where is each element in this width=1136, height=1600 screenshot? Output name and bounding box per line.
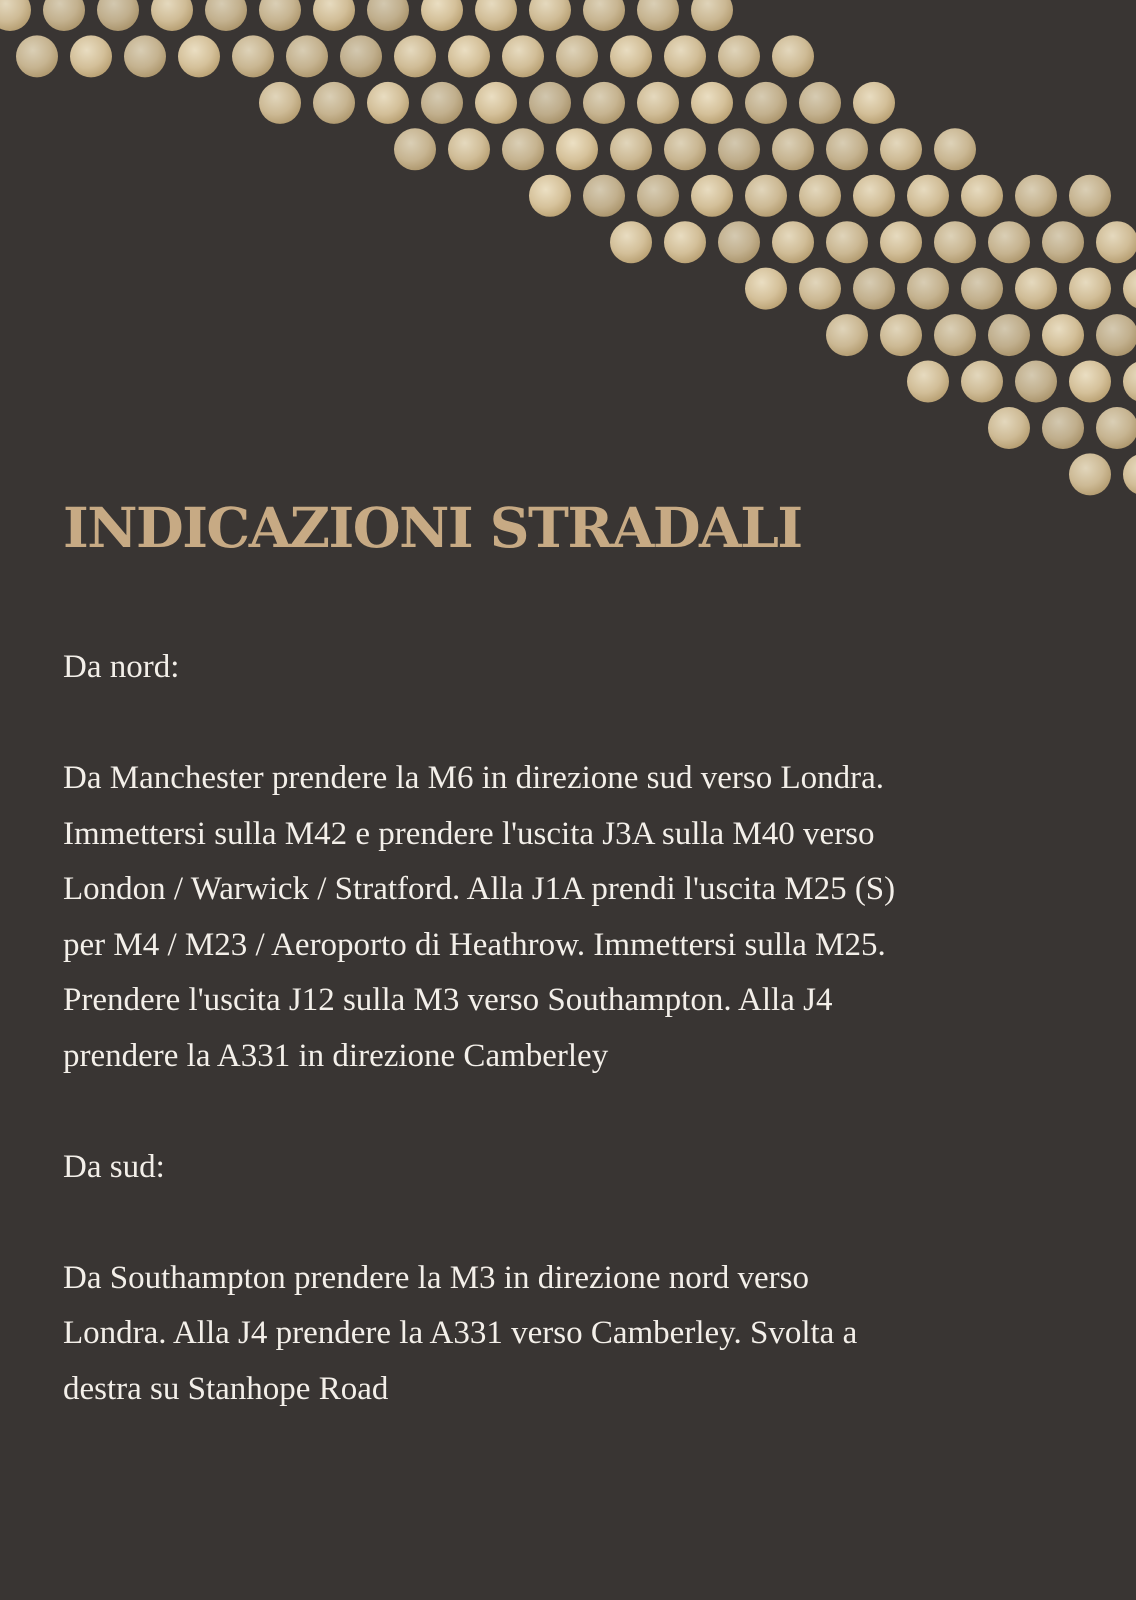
gold-dot <box>16 35 58 77</box>
gold-dot <box>448 35 490 77</box>
gold-dot <box>988 221 1030 263</box>
direction-line: Londra. Alla J4 prendere la A331 verso Camberley. Svolta a <box>63 1315 858 1351</box>
gold-dot <box>43 0 85 31</box>
gold-dot <box>907 175 949 217</box>
gold-dot <box>637 175 679 217</box>
gold-dot <box>1123 268 1136 310</box>
gold-dot <box>772 128 814 170</box>
gold-dot <box>1015 361 1057 403</box>
gold-dot <box>880 128 922 170</box>
gold-dot <box>610 221 652 263</box>
gold-dot <box>745 175 787 217</box>
gold-dot <box>205 0 247 31</box>
gold-dot <box>394 35 436 77</box>
gold-dot <box>880 314 922 356</box>
gold-dot <box>1015 175 1057 217</box>
gold-dot <box>448 128 490 170</box>
gold-dot <box>502 128 544 170</box>
gold-dot <box>529 82 571 124</box>
gold-dot <box>772 221 814 263</box>
gold-dot <box>907 268 949 310</box>
gold-dot <box>1042 221 1084 263</box>
gold-dot <box>1069 361 1111 403</box>
gold-dots-decoration <box>0 0 1136 560</box>
gold-dot <box>529 0 571 31</box>
gold-dot <box>610 35 652 77</box>
gold-dot <box>988 314 1030 356</box>
gold-dot <box>97 0 139 31</box>
gold-dot <box>718 35 760 77</box>
gold-dot <box>691 0 733 31</box>
gold-dot <box>826 221 868 263</box>
direction-line: Prendere l'uscita J12 sulla M3 verso Southampton. Alla J4 <box>63 982 833 1018</box>
gold-dot <box>259 82 301 124</box>
gold-dot <box>853 82 895 124</box>
gold-dot <box>853 268 895 310</box>
gold-dot <box>1123 361 1136 403</box>
gold-dot <box>934 314 976 356</box>
gold-dot <box>286 35 328 77</box>
gold-dot <box>799 82 841 124</box>
section-heading-south: Da sud: <box>63 1148 165 1185</box>
gold-dot <box>745 82 787 124</box>
gold-dot <box>691 175 733 217</box>
gold-dot <box>178 35 220 77</box>
section-heading-north: Da nord: <box>63 649 180 685</box>
gold-dot <box>367 82 409 124</box>
gold-dot <box>1123 453 1136 495</box>
spacer <box>63 1195 1063 1251</box>
gold-dot <box>124 35 166 77</box>
gold-dot <box>340 35 382 77</box>
direction-line: Immettersi sulla M42 e prendere l'uscita J3A sulla M40 verso <box>63 815 875 852</box>
gold-dot <box>799 268 841 310</box>
direction-line: prendere la A331 in direzione Camberley <box>63 1037 609 1074</box>
gold-dot <box>259 0 301 31</box>
gold-dot <box>1096 221 1136 263</box>
gold-dot <box>583 82 625 124</box>
gold-dot <box>232 35 274 77</box>
gold-dot <box>664 35 706 77</box>
gold-dot <box>70 35 112 77</box>
gold-dot <box>475 82 517 124</box>
gold-dot <box>907 361 949 403</box>
gold-dot <box>988 407 1030 449</box>
direction-line: Da Southampton prendere la M3 in direzione nord verso <box>63 1259 809 1296</box>
gold-dot <box>853 175 895 217</box>
gold-dot <box>367 0 409 31</box>
gold-dot <box>475 0 517 31</box>
gold-dot <box>1042 314 1084 356</box>
spacer <box>63 696 1063 752</box>
gold-dot <box>664 221 706 263</box>
gold-dot <box>664 128 706 170</box>
gold-dot <box>691 82 733 124</box>
gold-dot <box>961 361 1003 403</box>
gold-dot <box>529 175 571 217</box>
gold-dot <box>421 82 463 124</box>
gold-dot <box>718 221 760 263</box>
gold-dot <box>502 35 544 77</box>
gold-dot <box>1096 407 1136 449</box>
gold-dot <box>826 314 868 356</box>
page-title: INDICAZIONI STRADALI <box>63 495 802 560</box>
gold-dot <box>421 0 463 31</box>
gold-dot <box>745 268 787 310</box>
gold-dot <box>880 221 922 263</box>
gold-dot <box>313 0 355 31</box>
gold-dot <box>1042 407 1084 449</box>
gold-dot <box>313 82 355 124</box>
gold-dot <box>799 175 841 217</box>
gold-dot <box>961 175 1003 217</box>
direction-line: Da Manchester prendere la M6 in direzione sud verso Londra. <box>63 760 885 796</box>
spacer <box>63 1084 1063 1140</box>
gold-dot <box>1015 268 1057 310</box>
directions-content <box>63 640 1063 1417</box>
gold-dot <box>934 128 976 170</box>
gold-dot <box>583 0 625 31</box>
gold-dot <box>1069 268 1111 310</box>
gold-dot <box>772 35 814 77</box>
gold-dot <box>394 128 436 170</box>
direction-line: per M4 / M23 / Aeroporto di Heathrow. Immettersi sulla M25. <box>63 926 886 963</box>
gold-dot <box>556 35 598 77</box>
gold-dot <box>1096 314 1136 356</box>
gold-dot <box>961 268 1003 310</box>
gold-dot <box>934 221 976 263</box>
direction-line: London / Warwick / Stratford. Alla J1A prendi l'uscita M25 (S) <box>63 871 896 907</box>
gold-dot <box>826 128 868 170</box>
gold-dot <box>718 128 760 170</box>
direction-line: destra su Stanhope Road <box>63 1370 389 1407</box>
gold-dot <box>583 175 625 217</box>
gold-dot <box>556 128 598 170</box>
gold-dot <box>637 0 679 31</box>
gold-dot <box>151 0 193 31</box>
gold-dot <box>637 82 679 124</box>
gold-dot <box>610 128 652 170</box>
gold-dot <box>1069 453 1111 495</box>
gold-dot <box>0 0 31 31</box>
gold-dot <box>1069 175 1111 217</box>
